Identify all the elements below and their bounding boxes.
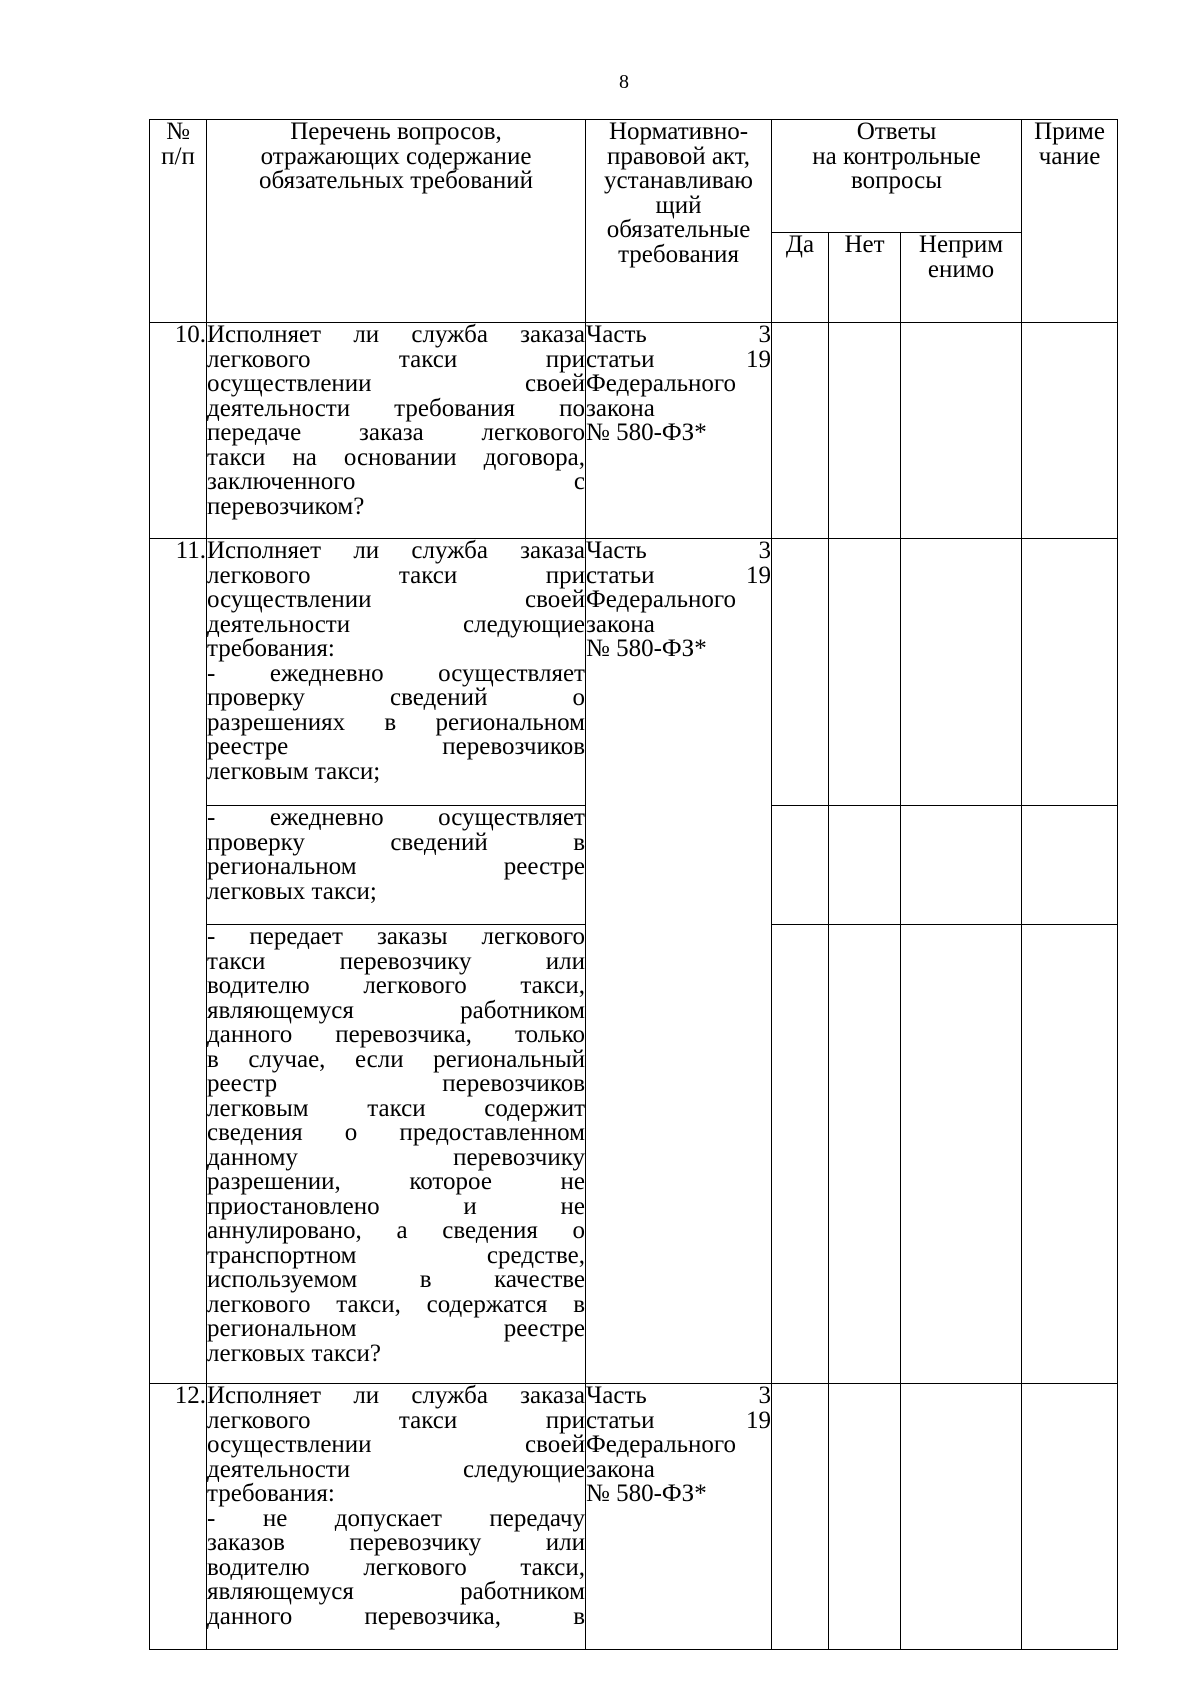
table-row — [150, 539, 1118, 806]
note-cell[interactable] — [1022, 1384, 1118, 1650]
normative-act-cell: Часть 3 статьи 19 Федерального закона № 580-ФЗ* — [586, 539, 772, 1384]
answer-yes-cell[interactable] — [772, 806, 829, 925]
table-row — [150, 1384, 1118, 1650]
question-subitem-cell: - передает заказы легкового такси перевозчику или водителю легкового такси, являющемуся работником данного перевозчика, только в случае, если региональный реестр перевозчиков легковым такси содержит сведения о предоставленном данному перевозчику разрешении, которое не приостановлено и не аннулировано, а сведения о транспортном средстве, используемом в качестве легкового такси, содержатся в региональном реестре легковых такси? — [207, 925, 586, 1384]
answer-yes-cell[interactable] — [772, 1384, 829, 1650]
question-subitem-cell: - ежедневно осуществляет проверку сведений в региональном реестре легковых такси; — [207, 806, 586, 925]
header-answer-yes: Да — [772, 233, 829, 323]
header-answers: Ответы на контрольные вопросы — [772, 120, 1022, 233]
answer-na-cell[interactable] — [901, 925, 1022, 1384]
note-cell[interactable] — [1022, 806, 1118, 925]
row-number: 12. — [150, 1384, 207, 1650]
answer-yes-cell[interactable] — [772, 323, 829, 539]
header-answer-na: Неприм енимо — [901, 233, 1022, 323]
header-answer-no: Нет — [829, 233, 901, 323]
header-questions: Перечень вопросов, отражающих содержание обязательных требований — [207, 120, 586, 323]
note-cell[interactable] — [1022, 539, 1118, 806]
answer-na-cell[interactable] — [901, 323, 1022, 539]
normative-act-cell: Часть 3 статьи 19 Федерального закона № 580-ФЗ* — [586, 323, 772, 539]
question-cell: Исполняет ли служба заказа легкового такси при осуществлении своей деятельности следующие требования: - ежедневно осуществляет проверку сведений о разрешениях в региональном реестре перевозчиков легковым такси; — [207, 539, 586, 806]
answer-yes-cell[interactable] — [772, 925, 829, 1384]
answer-no-cell[interactable] — [829, 323, 901, 539]
page-number: 8 — [619, 71, 629, 93]
question-cell: Исполняет ли служба заказа легкового такси при осуществлении своей деятельности следующие требования: - не допускает передачу заказов перевозчику или водителю легкового такси, являющемуся работником данного перевозчика, в — [207, 1384, 586, 1650]
note-cell[interactable] — [1022, 323, 1118, 539]
table-row — [150, 323, 1118, 539]
answer-no-cell[interactable] — [829, 539, 901, 806]
question-cell: Исполняет ли служба заказа легкового такси при осуществлении своей деятельности требования по передаче заказа легкового такси на основании договора, заключенного с перевозчиком? — [207, 323, 586, 539]
normative-act-cell: Часть 3 статьи 19 Федерального закона № 580-ФЗ* — [586, 1384, 772, 1650]
row-number: 11. — [150, 539, 207, 1384]
answer-no-cell[interactable] — [829, 1384, 901, 1650]
header-num: № п/п — [150, 120, 207, 323]
header-note: Приме чание — [1022, 120, 1118, 323]
checklist-table — [149, 119, 1118, 1650]
answer-na-cell[interactable] — [901, 539, 1022, 806]
note-cell[interactable] — [1022, 925, 1118, 1384]
answer-yes-cell[interactable] — [772, 539, 829, 806]
answer-no-cell[interactable] — [829, 925, 901, 1384]
row-number: 10. — [150, 323, 207, 539]
header-normative-act: Нормативно- правовой акт, устанавливаю щий обязательные требования — [586, 120, 772, 323]
header-row — [150, 120, 1118, 233]
answer-na-cell[interactable] — [901, 1384, 1022, 1650]
answer-na-cell[interactable] — [901, 806, 1022, 925]
answer-no-cell[interactable] — [829, 806, 901, 925]
